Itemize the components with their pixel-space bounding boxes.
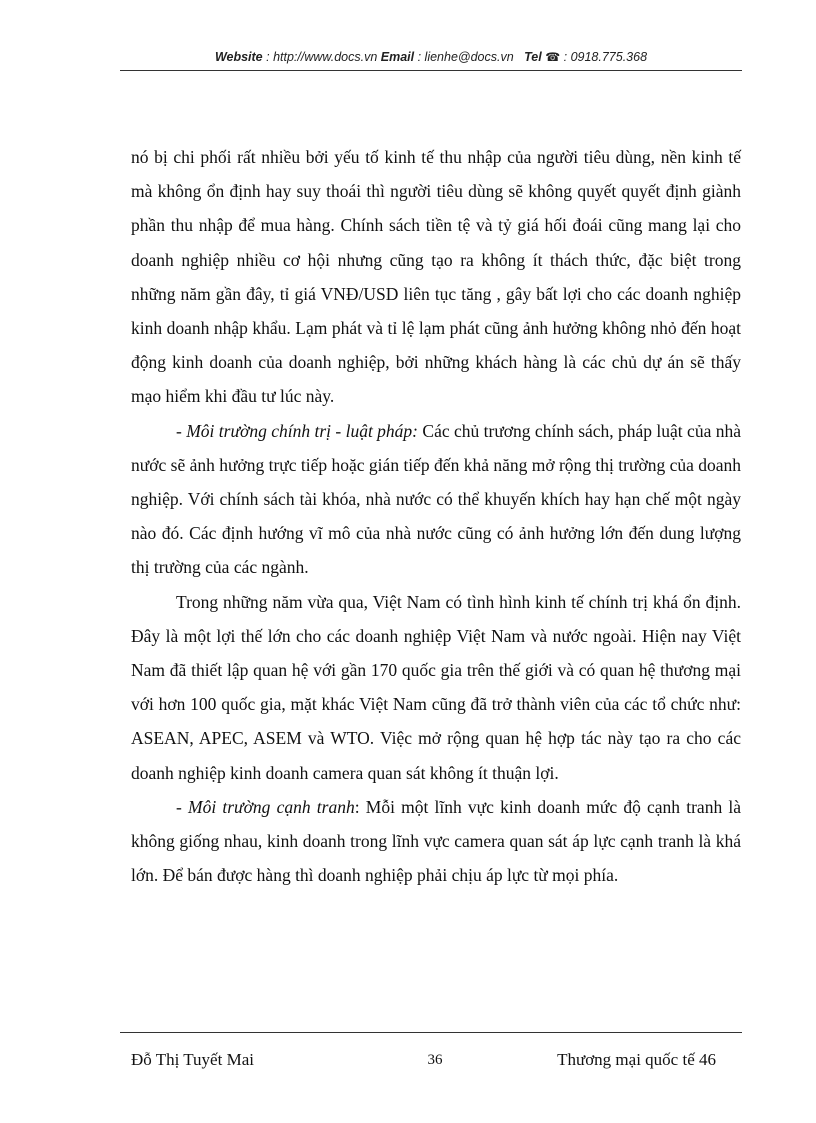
email-separator: : (414, 50, 425, 64)
document-body (131, 140, 741, 892)
website-url[interactable]: http://www.docs.vn (273, 50, 378, 64)
website-separator: : (262, 50, 274, 64)
email-address[interactable]: lienhe@docs.vn (424, 50, 514, 64)
political-legal-heading: - Môi trường chính trị - luật pháp: (176, 420, 419, 441)
website-label: Website (214, 50, 263, 64)
paragraph-vietnam-situation: Trong những năm vừa qua, Việt Nam có tình hình kinh tế chính trị khá ổn định. Đây là một lợi thế lớn cho các doanh nghiệp Việt Nam và nước ngoài. Hiện nay Việt Nam đã thiết lập quan hệ với gần 170 quốc gia trên thế giới và có quan hệ thương mại với hơn 100 quốc gia, mặt khác Việt Nam cũng đã trở thành viên của các tổ chức như: ASEAN, APEC, ASEM và WTO. Việc mở rộng quan hệ hợp tác này tạo ra cho các doanh nghiệp kinh doanh camera quan sát không ít thuận lợi. (131, 591, 741, 783)
tel-number: 0918.775.368 (570, 50, 648, 64)
footer-divider (120, 1032, 742, 1033)
paragraph-economy: nó bị chi phối rất nhiều bởi yếu tố kinh tế thu nhập của người tiêu dùng, nền kinh tế mà không ổn định hay suy thoái thì người tiêu dùng sẽ không quyết quyết định giành phần thu nhập để mua hàng. Chính sách tiền tệ và tỷ giá hối đoái cũng mang lại cho doanh nghiệp nhiều cơ hội nhưng cũng tạo ra không ít thách thức, đặc biệt trong những năm gần đây, tỉ giá VNĐ/USD liên tục tăng , gây bất lợi cho các doanh nghiệp kinh doanh nhập khẩu. Lạm phát và tỉ lệ lạm phát cũng ảnh hưởng không nhỏ đến hoạt động kinh doanh của doanh nghiệp, bởi những khách hàng là các chủ dự án sẽ thấy mạo hiểm khi đầu tư lúc này. (131, 147, 741, 407)
footer-course: Thương mại quốc tế 46 (557, 1050, 716, 1069)
paragraph-competition (131, 790, 741, 893)
tel-label: Tel (524, 50, 542, 64)
paragraph-political-legal (131, 414, 741, 585)
header-divider (120, 70, 742, 71)
competition-heading: - Môi trường cạnh tranh (176, 796, 355, 817)
page-number: 36 (427, 1052, 443, 1068)
tel-separator: : (560, 50, 571, 64)
political-legal-text: Các chủ trương chính sách, pháp luật của nhà nước sẽ ảnh hưởng trực tiếp hoặc gián tiếp đến khả năng mở rộng thị trường của doanh nghiệp. Với chính sách tài khóa, nhà nước có thể khuyến khích hay hạn chế một ngày nào đó. Các định hướng vĩ mô của nhà nước cũng có ảnh hưởng lớn đến dung lượng thị trường của các ngành. (131, 420, 742, 578)
footer-author: Đỗ Thị Tuyết Mai (131, 1050, 254, 1069)
email-label: Email (380, 50, 415, 64)
phone-icon: ☎ (545, 50, 561, 64)
competition-text: : Mỗi một lĩnh vực kinh doanh mức độ cạnh tranh là không giống nhau, kinh doanh trong lĩnh vực camera quan sát áp lực cạnh tranh là khá lớn. Để bán được hàng thì doanh nghiệp phải chịu áp lực từ mọi phía. (131, 796, 741, 886)
page-header (120, 50, 742, 64)
